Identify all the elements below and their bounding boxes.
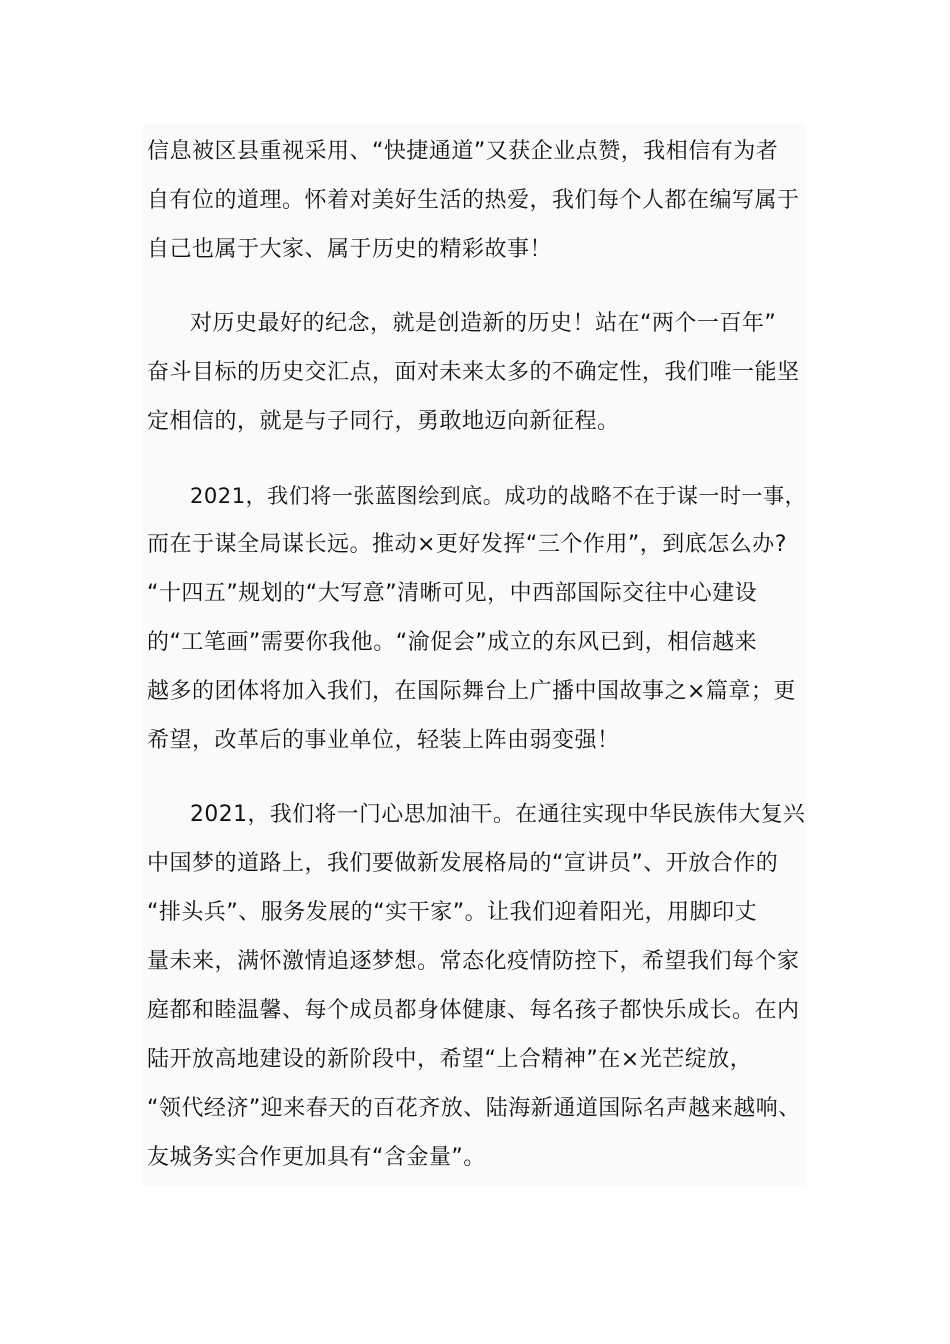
paragraph-4-line-1: 2021，我们将一门心思加油干。在通往实现中华民族伟大复兴 [190, 802, 806, 827]
paragraph-4-line-6: 陆开放高地建设的新阶段中，希望“上合精神”在×光芒绽放， [147, 1047, 753, 1072]
paragraph-2-line-1: 对历史最好的纪念，就是创造新的历史！站在“两个一百年” [190, 311, 777, 336]
paragraph-1-line-2: 自有位的道理。怀着对美好生活的热爱，我们每个人都在编写属于 [147, 188, 800, 213]
paragraph-1-line-3: 自己也属于大家、属于历史的精彩故事！ [147, 237, 553, 262]
paragraph-3-line-5: 越多的团体将加入我们，在国际舞台上广播中国故事之×篇章；更 [147, 679, 796, 704]
paragraph-4-line-2: 中国梦的道路上，我们要做新发展格局的“宣讲员”、开放合作的 [147, 851, 779, 876]
paragraph-2-line-3: 定相信的，就是与子同行，勇敢地迈向新征程。 [147, 409, 620, 434]
paragraph-1-line-1: 信息被区县重视采用、“快捷通道”又获企业点赞，我相信有为者 [147, 139, 779, 164]
paragraph-3-line-2: 而在于谋全局谋长远。推动×更好发挥“三个作用”，到底怎么办? [147, 532, 787, 557]
paragraph-3-line-1: 2021，我们将一张蓝图绘到底。成功的战略不在于谋一时一事， [190, 483, 807, 508]
paragraph-3-line-3: “十四五”规划的“大写意”清晰可见，中西部国际交往中心建设 [147, 581, 758, 606]
paragraph-4-line-7: “领代经济”迎来春天的百花齐放、陆海新通道国际名声越来越响、 [147, 1096, 801, 1121]
paragraph-3-line-6: 希望，改革后的事业单位，轻装上阵由弱变强！ [147, 728, 620, 753]
paragraph-2-line-2: 奋斗目标的历史交汇点，面对未来太多的不确定性，我们唯一能坚 [147, 360, 800, 385]
paragraph-4-line-5: 庭都和睦温馨、每个成员都身体健康、每名孩子都快乐成长。在内 [147, 998, 800, 1023]
paragraph-4-line-4: 量未来，满怀激情追逐梦想。常态化疫情防控下，希望我们每个家 [147, 949, 800, 974]
paragraph-4-line-3: “排头兵”、服务发展的“实干家”。让我们迎着阳光，用脚印丈 [147, 900, 758, 925]
paragraph-3-line-4: 的“工笔画”需要你我他。“渝促会”成立的东风已到，相信越来 [147, 630, 758, 655]
paragraph-4-line-8: 友城务实合作更加具有“含金量”。 [147, 1145, 486, 1170]
